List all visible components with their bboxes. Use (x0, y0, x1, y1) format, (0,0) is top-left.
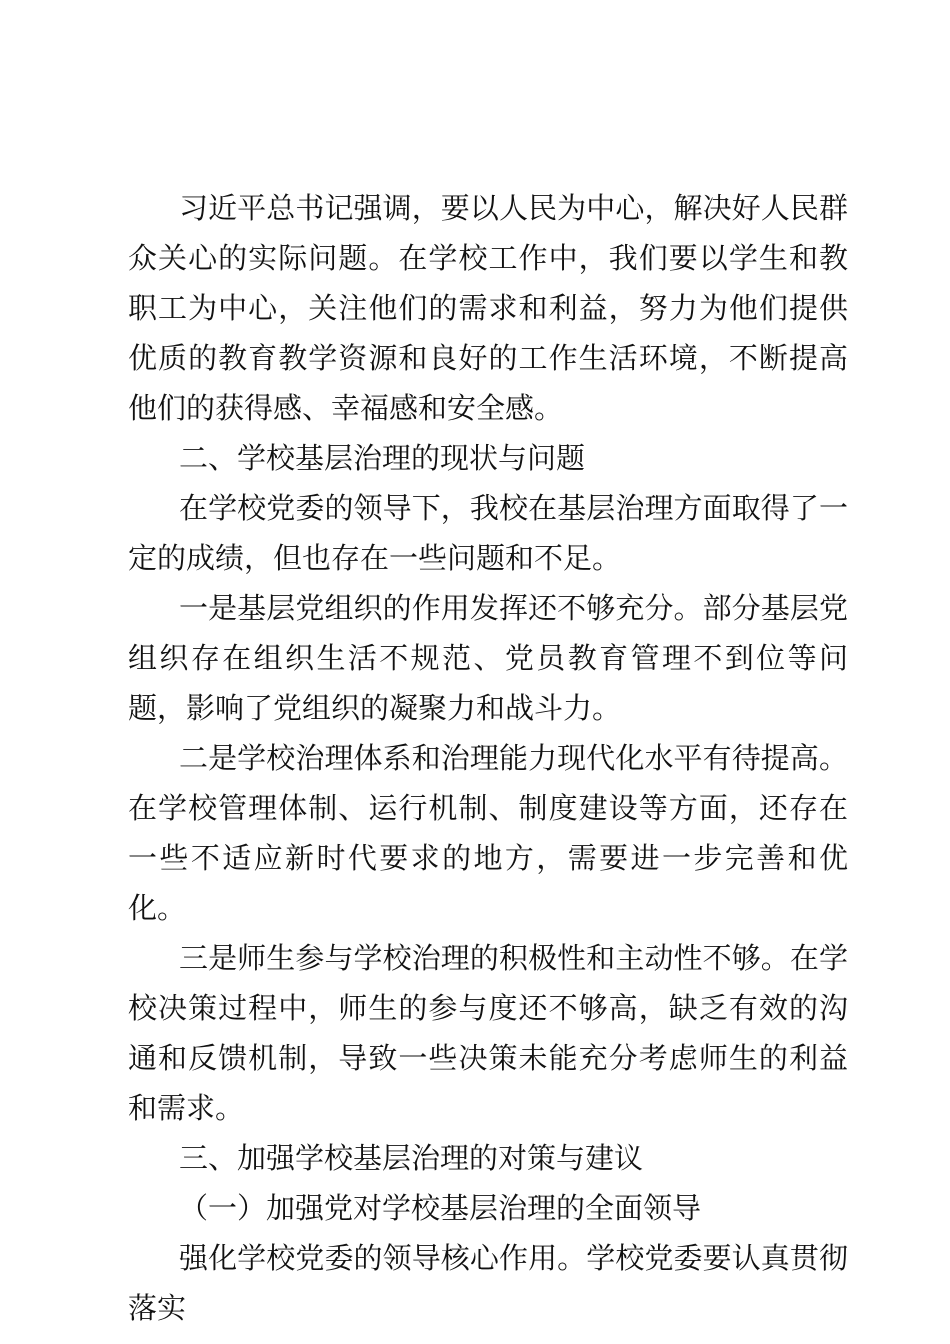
paragraph-party-committee: 强化学校党委的领导核心作用。学校党委要认真贯彻落实 (128, 1241, 848, 1325)
paragraph-problem-three: 三是师生参与学校治理的积极性和主动性不够。在学校决策过程中，师生的参与度还不够高，缺乏有效的沟通和反馈机制，导致一些决策未能充分考虑师生的利益和需求。 (128, 941, 848, 1125)
subsection-heading-party-leadership: （一）加强党对学校基层治理的全面领导 (179, 1191, 702, 1225)
paragraph-problem-one: 一是基层党组织的作用发挥还不够充分。部分基层党组织存在组织生活不规范、党员教育管理不到位等问题，影响了党组织的凝聚力和战斗力。 (128, 591, 848, 725)
paragraph-achievements: 在学校党委的领导下，我校在基层治理方面取得了一定的成绩，但也存在一些问题和不足。 (128, 491, 848, 575)
section-heading-countermeasures: 三、加强学校基层治理的对策与建议 (179, 1141, 644, 1175)
paragraph-problem-two: 二是学校治理体系和治理能力现代化水平有待提高。在学校管理体制、运行机制、制度建设等方面，还存在一些不适应新时代要求的地方，需要进一步完善和优化。 (128, 741, 848, 925)
document-body (128, 183, 848, 1333)
paragraph-people-centered: 习近平总书记强调，要以人民为中心，解决好人民群众关心的实际问题。在学校工作中，我们要以学生和教职工为中心，关注他们的需求和利益，努力为他们提供优质的教育教学资源和良好的工作生活环境，不断提高他们的获得感、幸福感和安全感。 (128, 191, 848, 425)
section-heading-current-status: 二、学校基层治理的现状与问题 (179, 441, 586, 475)
